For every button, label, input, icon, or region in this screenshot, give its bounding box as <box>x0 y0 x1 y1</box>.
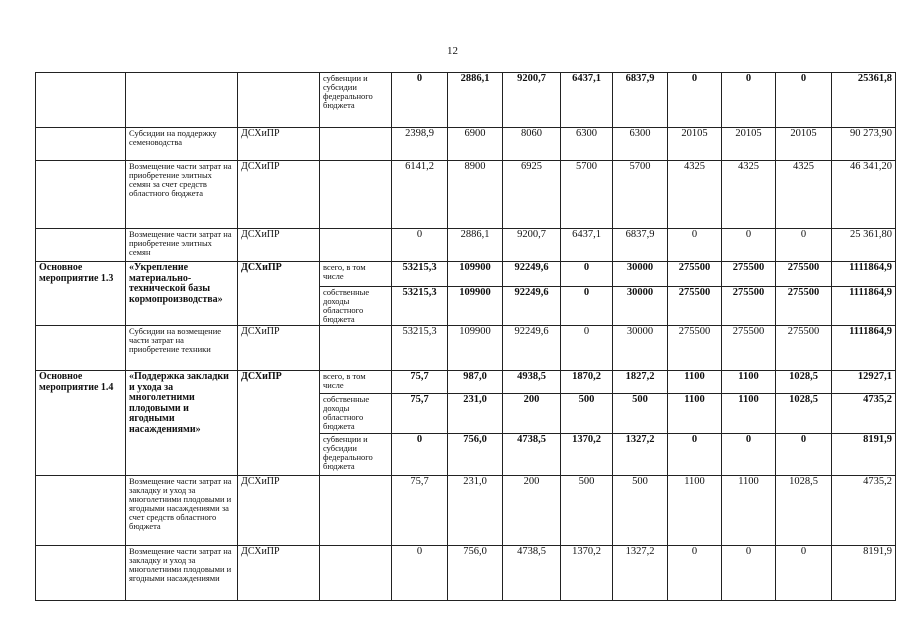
value-cell: 0 <box>722 73 776 128</box>
value-cell: 1100 <box>668 371 722 394</box>
executor-cell: ДСХиПР <box>238 326 320 371</box>
value-cell: 1111864,9 <box>832 326 896 371</box>
value-cell: 275500 <box>668 287 722 326</box>
value-cell: 0 <box>668 434 722 476</box>
value-cell: 75,7 <box>392 476 448 546</box>
executor-cell: ДСХиПР <box>238 476 320 546</box>
value-cell: 2398,9 <box>392 128 448 161</box>
value-cell: 92249,6 <box>503 262 561 287</box>
measure-cell <box>36 73 126 128</box>
value-cell: 8191,9 <box>832 546 896 601</box>
executor-cell: ДСХиПР <box>238 371 320 476</box>
value-cell: 5700 <box>561 161 613 229</box>
value-cell: 0 <box>392 229 448 262</box>
value-cell: 4735,2 <box>832 476 896 546</box>
value-cell: 53215,3 <box>392 287 448 326</box>
value-cell: 0 <box>561 326 613 371</box>
value-cell: 4738,5 <box>503 434 561 476</box>
value-cell: 0 <box>776 546 832 601</box>
description-cell: Возмещение части затрат на закладку и уход за многолетними плодовыми и ягодными насаждениями <box>126 546 238 601</box>
value-cell: 231,0 <box>448 476 503 546</box>
funding-source-cell: субвенции и субсидии федерального бюджета <box>320 73 392 128</box>
value-cell: 4325 <box>722 161 776 229</box>
value-cell: 275500 <box>722 262 776 287</box>
executor-cell: ДСХиПР <box>238 128 320 161</box>
value-cell: 275500 <box>668 326 722 371</box>
value-cell: 0 <box>668 73 722 128</box>
value-cell: 0 <box>392 546 448 601</box>
value-cell: 1111864,9 <box>832 287 896 326</box>
value-cell: 1370,2 <box>561 546 613 601</box>
page-number: 12 <box>447 45 458 57</box>
table-row <box>36 161 896 229</box>
description-cell <box>126 73 238 128</box>
value-cell: 6837,9 <box>613 73 668 128</box>
budget-table <box>35 72 896 601</box>
description-cell: Возмещение части затрат на приобретение элитных семян <box>126 229 238 262</box>
value-cell: 8900 <box>448 161 503 229</box>
executor-cell: ДСХиПР <box>238 161 320 229</box>
value-cell: 4735,2 <box>832 394 896 434</box>
funding-source-cell <box>320 128 392 161</box>
value-cell: 1111864,9 <box>832 262 896 287</box>
value-cell: 30000 <box>613 262 668 287</box>
value-cell: 987,0 <box>448 371 503 394</box>
value-cell: 756,0 <box>448 434 503 476</box>
value-cell: 6437,1 <box>561 229 613 262</box>
value-cell: 6141,2 <box>392 161 448 229</box>
table-row <box>36 229 896 262</box>
measure-cell: Основное мероприятие 1.4 <box>36 371 126 476</box>
value-cell: 275500 <box>722 326 776 371</box>
value-cell: 8191,9 <box>832 434 896 476</box>
value-cell: 4938,5 <box>503 371 561 394</box>
description-cell: Субсидии на поддержку семеноводства <box>126 128 238 161</box>
value-cell: 109900 <box>448 326 503 371</box>
value-cell: 92249,6 <box>503 326 561 371</box>
value-cell: 20105 <box>776 128 832 161</box>
value-cell: 1100 <box>668 394 722 434</box>
measure-cell <box>36 161 126 229</box>
value-cell: 500 <box>613 476 668 546</box>
value-cell: 6837,9 <box>613 229 668 262</box>
value-cell: 2886,1 <box>448 229 503 262</box>
value-cell: 25361,8 <box>832 73 896 128</box>
value-cell: 20105 <box>668 128 722 161</box>
value-cell: 500 <box>561 394 613 434</box>
value-cell: 756,0 <box>448 546 503 601</box>
executor-cell: ДСХиПР <box>238 229 320 262</box>
value-cell: 275500 <box>776 262 832 287</box>
value-cell: 6437,1 <box>561 73 613 128</box>
description-cell: «Поддержка закладки и ухода за многолетними плодовыми и ягодными насаждениями» <box>126 371 238 476</box>
value-cell: 0 <box>722 229 776 262</box>
value-cell: 0 <box>561 287 613 326</box>
value-cell: 6900 <box>448 128 503 161</box>
value-cell: 1100 <box>722 476 776 546</box>
value-cell: 1870,2 <box>561 371 613 394</box>
table-row <box>36 476 896 546</box>
value-cell: 0 <box>392 73 448 128</box>
value-cell: 1327,2 <box>613 434 668 476</box>
value-cell: 1100 <box>668 476 722 546</box>
funding-source-cell <box>320 476 392 546</box>
measure-cell: Основное мероприятие 1.3 <box>36 262 126 326</box>
funding-source-cell <box>320 326 392 371</box>
value-cell: 231,0 <box>448 394 503 434</box>
value-cell: 1028,5 <box>776 476 832 546</box>
executor-cell: ДСХиПР <box>238 546 320 601</box>
value-cell: 1028,5 <box>776 394 832 434</box>
value-cell: 53215,3 <box>392 262 448 287</box>
value-cell: 8060 <box>503 128 561 161</box>
value-cell: 53215,3 <box>392 326 448 371</box>
value-cell: 6925 <box>503 161 561 229</box>
value-cell: 200 <box>503 476 561 546</box>
value-cell: 1327,2 <box>613 546 668 601</box>
description-cell: Субсидии на возмещение части затрат на приобретение техники <box>126 326 238 371</box>
value-cell: 0 <box>722 434 776 476</box>
value-cell: 5700 <box>613 161 668 229</box>
description-cell: «Укрепление материально-технической базы кормопроизводства» <box>126 262 238 326</box>
value-cell: 0 <box>776 73 832 128</box>
description-cell: Возмещение части затрат на приобретение элитных семян за счет средств областного бюджета <box>126 161 238 229</box>
value-cell: 0 <box>776 229 832 262</box>
value-cell: 0 <box>668 546 722 601</box>
description-cell: Возмещение части затрат на закладку и уход за многолетними плодовыми и ягодными насаждениями за счет средств областного бюджета <box>126 476 238 546</box>
table-row <box>36 262 896 287</box>
table-row <box>36 326 896 371</box>
value-cell: 20105 <box>722 128 776 161</box>
value-cell: 4325 <box>668 161 722 229</box>
funding-source-cell: всего, в том числе <box>320 262 392 287</box>
value-cell: 9200,7 <box>503 229 561 262</box>
value-cell: 2886,1 <box>448 73 503 128</box>
value-cell: 12927,1 <box>832 371 896 394</box>
measure-cell <box>36 326 126 371</box>
value-cell: 109900 <box>448 262 503 287</box>
funding-source-cell <box>320 161 392 229</box>
value-cell: 275500 <box>668 262 722 287</box>
measure-cell <box>36 128 126 161</box>
value-cell: 1370,2 <box>561 434 613 476</box>
table-row <box>36 128 896 161</box>
value-cell: 25 361,80 <box>832 229 896 262</box>
value-cell: 6300 <box>561 128 613 161</box>
funding-source-cell: собственные доходы областного бюджета <box>320 394 392 434</box>
value-cell: 0 <box>392 434 448 476</box>
value-cell: 275500 <box>776 287 832 326</box>
table-row <box>36 546 896 601</box>
value-cell: 275500 <box>776 326 832 371</box>
value-cell: 4325 <box>776 161 832 229</box>
value-cell: 500 <box>561 476 613 546</box>
table-row <box>36 73 896 128</box>
value-cell: 1100 <box>722 394 776 434</box>
value-cell: 0 <box>668 229 722 262</box>
value-cell: 1028,5 <box>776 371 832 394</box>
value-cell: 0 <box>561 262 613 287</box>
measure-cell <box>36 546 126 601</box>
value-cell: 1827,2 <box>613 371 668 394</box>
funding-source-cell: всего, в том числе <box>320 371 392 394</box>
value-cell: 0 <box>776 434 832 476</box>
value-cell: 75,7 <box>392 371 448 394</box>
executor-cell <box>238 73 320 128</box>
funding-source-cell <box>320 546 392 601</box>
value-cell: 90 273,90 <box>832 128 896 161</box>
value-cell: 500 <box>613 394 668 434</box>
value-cell: 9200,7 <box>503 73 561 128</box>
measure-cell <box>36 229 126 262</box>
value-cell: 30000 <box>613 326 668 371</box>
value-cell: 6300 <box>613 128 668 161</box>
value-cell: 1100 <box>722 371 776 394</box>
value-cell: 30000 <box>613 287 668 326</box>
funding-source-cell: субвенции и субсидии федерального бюджета <box>320 434 392 476</box>
value-cell: 0 <box>722 546 776 601</box>
value-cell: 109900 <box>448 287 503 326</box>
value-cell: 92249,6 <box>503 287 561 326</box>
executor-cell: ДСХиПР <box>238 262 320 326</box>
value-cell: 275500 <box>722 287 776 326</box>
table-row <box>36 371 896 394</box>
funding-source-cell: собственные доходы областного бюджета <box>320 287 392 326</box>
value-cell: 75,7 <box>392 394 448 434</box>
measure-cell <box>36 476 126 546</box>
funding-source-cell <box>320 229 392 262</box>
value-cell: 4738,5 <box>503 546 561 601</box>
value-cell: 200 <box>503 394 561 434</box>
value-cell: 46 341,20 <box>832 161 896 229</box>
